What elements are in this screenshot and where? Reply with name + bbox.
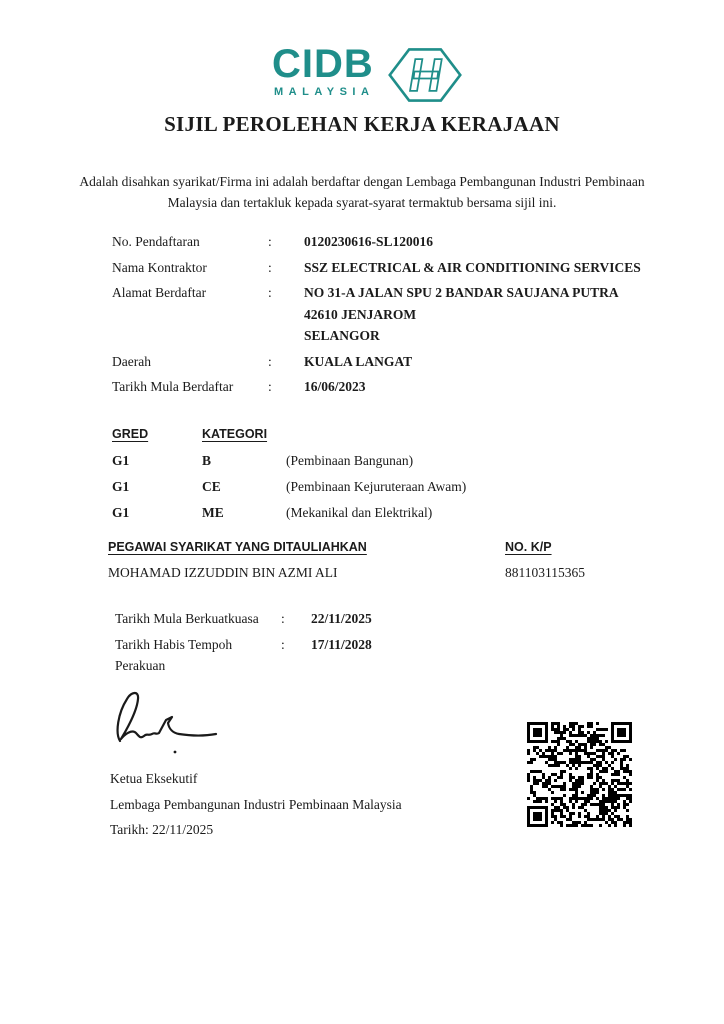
grade-cell: G1 <box>112 479 130 494</box>
signatory-block <box>110 766 402 843</box>
detail-colon: : <box>268 353 272 369</box>
gred-column-header: GRED <box>112 427 149 441</box>
detail-label: Daerah <box>112 353 151 369</box>
signatory-title: Ketua Eksekutif <box>110 771 198 786</box>
validity-dates <box>115 608 372 676</box>
ic-number-header: NO. K/P <box>505 540 552 554</box>
category-cell: ME <box>202 505 224 520</box>
detail-colon: : <box>268 379 272 394</box>
cidb-hexagon-logo-icon <box>388 45 462 105</box>
grade-category-table <box>112 424 466 523</box>
validity-label: Tarikh Habis Tempoh Perakuan <box>115 637 233 673</box>
intro-line-2: Malaysia dan tertakluk kepada syarat-syarat termaktub bersama sijil ini. <box>167 195 557 210</box>
category-description: (Pembinaan Bangunan) <box>286 453 414 468</box>
registration-details <box>112 231 684 398</box>
signature-icon <box>112 689 227 759</box>
detail-colon: : <box>268 259 272 275</box>
effective-date: 22/11/2025 <box>311 611 372 626</box>
cidb-logo-text: CIDB <box>272 42 374 86</box>
qr-code <box>527 722 632 827</box>
category-description: (Mekanikal dan Elektrikal) <box>286 505 433 520</box>
address-line-2: 42610 JENJAROM <box>304 306 417 322</box>
registered-address <box>304 282 684 347</box>
intro-line-1: Adalah disahkan syarikat/Firma ini adalah berdaftar dengan Lembaga Pembangunan Industri Pembinaan <box>79 174 645 189</box>
officer-name: MOHAMAD IZZUDDIN BIN AZMI ALI <box>108 565 338 580</box>
cidb-logo-subtitle: MALAYSIA <box>274 86 375 98</box>
detail-colon: : <box>268 234 272 249</box>
signatory-date: Tarikh: 22/11/2025 <box>110 822 214 837</box>
registration-start-date: 16/06/2023 <box>304 379 366 394</box>
validity-label: Tarikh Mula Berkuatkuasa <box>115 611 259 626</box>
detail-label: Nama Kontraktor <box>112 259 207 275</box>
contractor-name: SSZ ELECTRICAL & AIR CONDITIONING SERVICES <box>304 259 641 275</box>
kategori-column-header: KATEGORI <box>202 427 268 441</box>
spacer <box>286 424 466 445</box>
address-line-3: SELANGOR <box>304 328 380 343</box>
grade-cell: G1 <box>112 453 130 468</box>
registration-number: 0120230616-SL120016 <box>304 234 434 249</box>
cidb-logo <box>272 42 375 98</box>
category-description: (Pembinaan Kejuruteraan Awam) <box>286 479 467 494</box>
detail-label: No. Pendaftaran <box>112 234 200 249</box>
officer-ic-number: 881103115365 <box>505 565 585 580</box>
certificate-title: SIJIL PEROLEHAN KERJA KERAJAAN <box>164 112 560 136</box>
detail-colon: : <box>268 285 272 300</box>
address-line-1: NO 31-A JALAN SPU 2 BANDAR SAUJANA PUTRA <box>304 285 619 300</box>
district: KUALA LANGAT <box>304 353 413 369</box>
validity-colon: : <box>281 637 285 652</box>
signatory-organization: Lembaga Pembangunan Industri Pembinaan Malaysia <box>110 796 402 812</box>
category-cell: B <box>202 453 212 468</box>
detail-label: Tarikh Mula Berdaftar <box>112 379 234 394</box>
officers-header: PEGAWAI SYARIKAT YANG DITAULIAHKAN <box>108 540 367 554</box>
expiry-date: 17/11/2028 <box>311 637 372 652</box>
detail-label: Alamat Berdaftar <box>112 285 207 300</box>
validity-colon: : <box>281 611 285 626</box>
grade-cell: G1 <box>112 505 130 520</box>
category-cell: CE <box>202 479 221 494</box>
intro-paragraph <box>0 171 724 213</box>
